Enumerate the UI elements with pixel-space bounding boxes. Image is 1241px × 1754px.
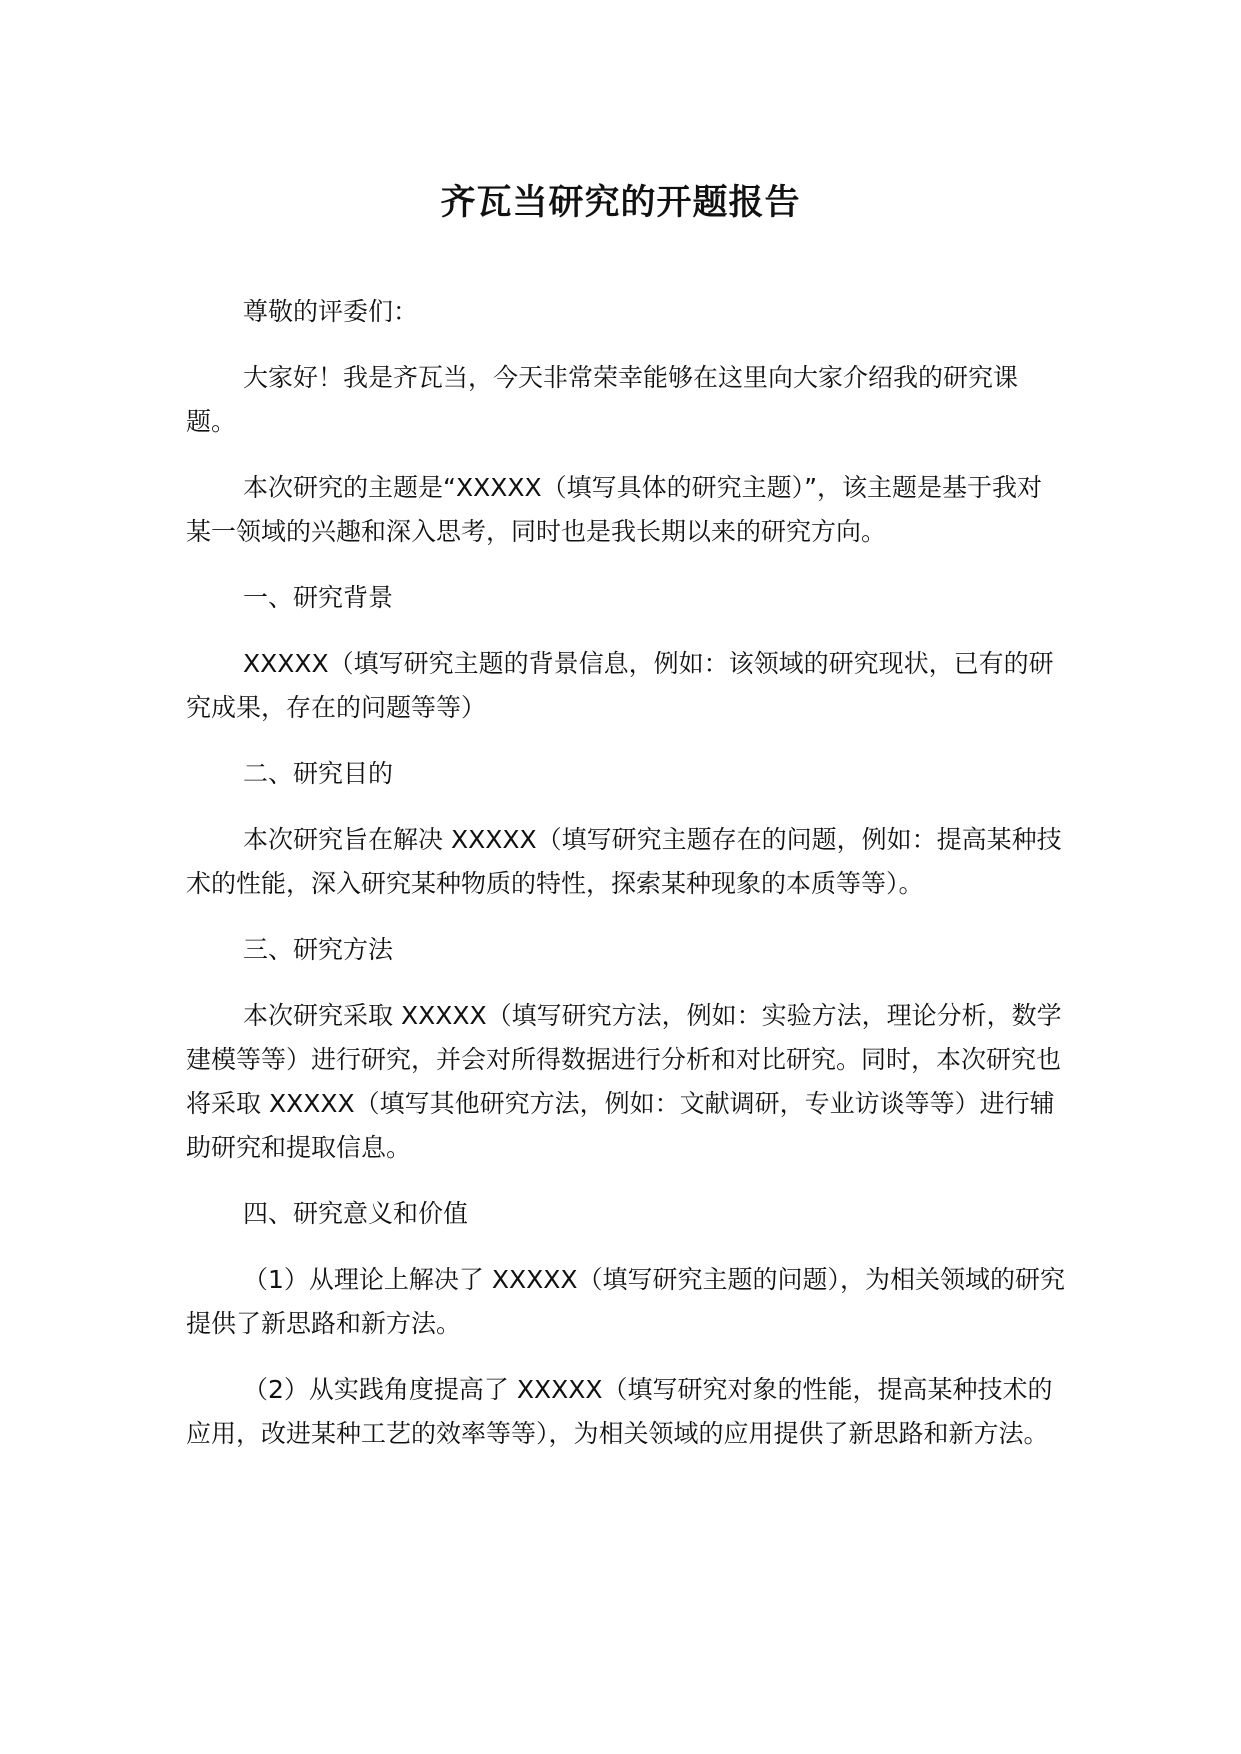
document-body (186, 290, 1066, 1478)
section-heading-significance: 四、研究意义和价值 (243, 1199, 469, 1228)
section-heading-purpose: 二、研究目的 (243, 759, 394, 788)
section-heading-background: 一、研究背景 (243, 583, 394, 612)
greeting-paragraph: 大家好！我是齐瓦当，今天非常荣幸能够在这里向大家介绍我的研究课题。 (186, 363, 1019, 436)
method-paragraph: 本次研究采取 XXXXX（填写研究方法，例如：实验方法，理论分析，数学建模等等）进行研究，并会对所得数据进行分析和对比研究。同时，本次研究也将采取 XXXXX（填写其他研究方法，例如：文献调研，专业访谈等等）进行辅助研究和提取信息。 (186, 1001, 1062, 1162)
background-paragraph: XXXXX（填写研究主题的背景信息，例如：该领域的研究现状，已有的研究成果，存在的问题等等） (186, 649, 1054, 722)
topic-paragraph: 本次研究的主题是“XXXXX（填写具体的研究主题）”，该主题是基于我对某一领域的兴趣和深入思考，同时也是我长期以来的研究方向。 (186, 473, 1043, 546)
section-heading-method: 三、研究方法 (243, 935, 394, 964)
salutation: 尊敬的评委们： (243, 297, 419, 326)
significance-item-2: （2）从实践角度提高了 XXXXX（填写研究对象的性能，提高某种技术的应用，改进某种工艺的效率等等），为相关领域的应用提供了新思路和新方法。 (186, 1375, 1053, 1448)
document-title: 齐瓦当研究的开题报告 (440, 183, 801, 223)
significance-item-1: （1）从理论上解决了 XXXXX（填写研究主题的问题），为相关领域的研究提供了新思路和新方法。 (186, 1265, 1065, 1338)
purpose-paragraph: 本次研究旨在解决 XXXXX（填写研究主题存在的问题，例如：提高某种技术的性能，深入研究某种物质的特性，探索某种现象的本质等等）。 (186, 825, 1062, 898)
